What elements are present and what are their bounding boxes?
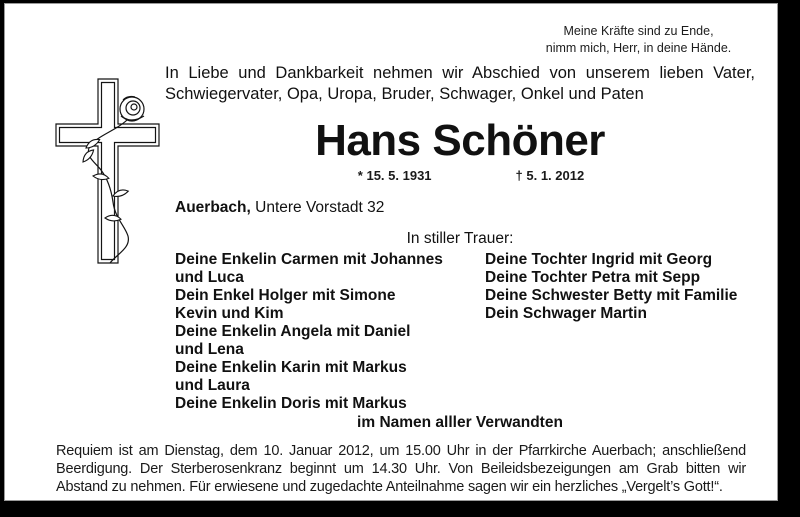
life-dates [165, 168, 755, 183]
motto-line: nimm mich, Herr, in deine Hände. [545, 41, 732, 55]
city: Auerbach, [175, 199, 251, 216]
intro-text [165, 63, 755, 105]
leaf [105, 214, 122, 222]
mourner-line: Deine Enkelin Carmen mit Johannes [175, 251, 443, 268]
mourner-line: Deine Schwester Betty mit Familie [485, 287, 738, 304]
street: Untere Vorstadt 32 [255, 199, 385, 216]
mourner-line: Dein Enkel Holger mit Simone [175, 287, 396, 304]
funeral-notice [56, 442, 746, 496]
mourner-line: Deine Enkelin Angela mit Daniel [175, 323, 411, 340]
deceased-name: Hans Schöner [315, 116, 605, 165]
mourners-columns [175, 251, 755, 413]
mourner-line: Kevin und Kim [175, 305, 284, 322]
mourner-line: und Luca [175, 269, 244, 286]
cross-and-rose-illustration [53, 76, 173, 269]
funeral-notice-line: Abstand zu nehmen. Für erwiesene und zugedachte Anteilnahme sagen wir ein herzliches „Vergelt’s Gott!“. [56, 479, 723, 495]
mourner-line: und Lena [175, 341, 244, 358]
birth-date: * 15. 5. 1931 [357, 168, 432, 183]
funeral-notice-line: Requiem ist am Dienstag, dem 10. Januar 2012, um 15.00 Uhr in der Pfarrkirche Auerbach; anschließend [56, 443, 746, 459]
death-date: † 5. 1. 2012 [515, 168, 585, 183]
notice-body [165, 63, 755, 432]
mourners-right-column [485, 251, 755, 413]
motto-line: Meine Kräfte sind zu Ende, [563, 24, 714, 38]
mourner-line: Deine Enkelin Karin mit Markus [175, 359, 407, 376]
address-line [175, 198, 755, 217]
motto-verse [536, 23, 741, 57]
mourning-header: In stiller Trauer: [406, 230, 514, 247]
mourners-left-column [175, 251, 485, 413]
mourner-line: und Laura [175, 377, 250, 394]
mourner-line: Deine Enkelin Doris mit Markus [175, 395, 407, 412]
funeral-notice-line: Beerdigung. Der Sterberosenkranz beginnt um 14.30 Uhr. Von Beileidsbezeigungen am Grab bitten wir [56, 461, 746, 477]
obituary-page [4, 3, 778, 501]
rose-icon [120, 96, 144, 121]
closing-line: im Namen alller Verwandten [357, 414, 563, 431]
mourner-line: Dein Schwager Martin [485, 305, 647, 322]
intro-line: Schwiegervater, Opa, Uropa, Bruder, Schwager, Onkel und Paten [165, 85, 644, 103]
mourner-line: Deine Tochter Ingrid mit Georg [485, 251, 713, 268]
intro-line: In Liebe und Dankbarkeit nehmen wir Abschied von unserem lieben Vater, [165, 64, 755, 82]
mourner-line: Deine Tochter Petra mit Sepp [485, 269, 701, 286]
